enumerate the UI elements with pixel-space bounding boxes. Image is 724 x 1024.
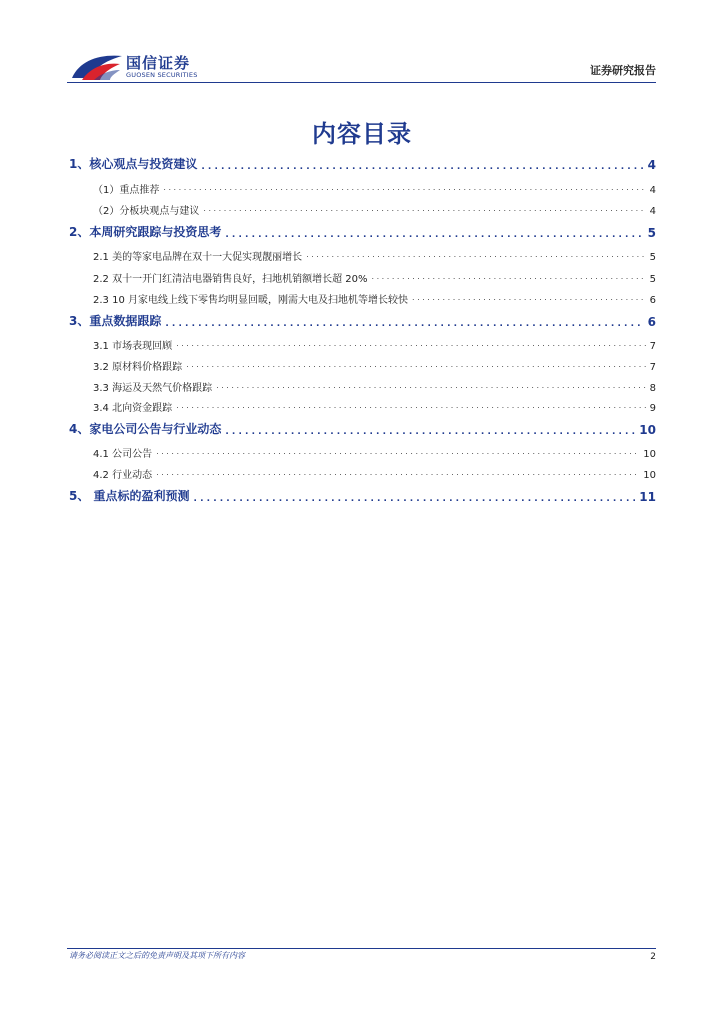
toc-entry[interactable] (69, 154, 656, 172)
toc-entry[interactable] (93, 396, 656, 414)
toc-entry-title: 5、 重点标的盈利预测 (69, 489, 190, 503)
toc-entry-page: 4 (649, 206, 656, 217)
toc-leader-dots (194, 490, 636, 502)
toc-entry[interactable] (69, 486, 656, 504)
toc-leader-dots (225, 226, 643, 238)
toc-leader-dots (201, 158, 643, 170)
toc-entry-title: 3.1 市场表现回顾 (93, 341, 173, 352)
toc-entry-page: 4 (647, 158, 656, 172)
toc-leader-dots (176, 400, 646, 412)
toc-entry-title: 4、家电公司公告与行业动态 (69, 422, 222, 436)
toc-entry-title: （2）分板块观点与建议 (93, 206, 200, 217)
toc-entry[interactable] (69, 222, 656, 240)
toc-entry-title: 1、核心观点与投资建议 (69, 157, 198, 171)
logo-en-text: GUOSEN SECURITIES (126, 71, 198, 79)
toc-entry[interactable] (93, 376, 656, 394)
footer-disclaimer: 请务必阅读正文之后的免责声明及其项下所有内容 (69, 951, 245, 960)
toc-entry[interactable] (93, 199, 656, 217)
toc-entry[interactable] (93, 355, 656, 373)
toc-leader-dots (156, 446, 639, 458)
logo-cn-text: 国信证券 (126, 54, 191, 72)
toc-entry-page: 5 (649, 252, 656, 263)
toc-entry-title: （1）重点推荐 (93, 185, 160, 196)
toc-entry[interactable] (93, 245, 656, 263)
toc-leader-dots (176, 338, 646, 350)
toc-entry[interactable] (93, 442, 656, 460)
toc-entry-page: 7 (649, 341, 656, 352)
toc-entry[interactable] (93, 288, 656, 306)
toc-entry-title: 4.2 行业动态 (93, 470, 153, 481)
toc-entry-title: 4.1 公司公告 (93, 449, 153, 460)
toc-entry[interactable] (93, 178, 656, 196)
toc-entry-page: 6 (647, 315, 656, 329)
toc-entry-title: 2.1 美的等家电品牌在双十一大促实现靓丽增长 (93, 252, 303, 263)
footer-divider (67, 948, 656, 949)
toc-entry-title: 2.2 双十一开门红清洁电器销售良好，扫地机销额增长超 20% (93, 274, 368, 285)
toc-entry-title: 2、本周研究跟踪与投资思考 (69, 225, 222, 239)
report-type-label: 证券研究报告 (590, 64, 656, 77)
toc-entry-page: 7 (649, 362, 656, 373)
toc-entry-page: 11 (639, 490, 656, 504)
toc-leader-dots (216, 380, 646, 392)
toc-entry-page: 10 (639, 423, 656, 437)
toc-entry[interactable] (93, 463, 656, 481)
toc-entry-title: 3.3 海运及天然气价格跟踪 (93, 383, 213, 394)
toc-entry-title: 3.2 原材料价格跟踪 (93, 362, 183, 373)
toc-leader-dots (372, 271, 646, 283)
toc-entry-title: 2.3 10 月家电线上线下零售均明显回暖，刚需大电及扫地机等增长较快 (93, 295, 408, 306)
toc-leader-dots (156, 467, 639, 479)
toc-entry-page: 8 (649, 383, 656, 394)
toc-leader-dots (412, 292, 646, 304)
toc-entry-page: 9 (649, 403, 656, 414)
guosen-logo-icon (70, 52, 124, 82)
company-logo (70, 50, 270, 84)
toc-leader-dots (186, 359, 646, 371)
page-number: 2 (650, 952, 656, 962)
header-divider (67, 82, 656, 83)
toc-leader-dots (203, 203, 645, 215)
toc-leader-dots (163, 182, 645, 194)
toc-entry-page: 10 (643, 470, 656, 481)
toc-entry-page: 5 (649, 274, 656, 285)
toc-leader-dots (306, 249, 646, 261)
toc-title: 内容目录 (312, 120, 412, 148)
toc-entry[interactable] (93, 267, 656, 285)
toc-entry[interactable] (69, 311, 656, 329)
toc-entry-title: 3、重点数据跟踪 (69, 314, 162, 328)
toc-entry-page: 6 (649, 295, 656, 306)
toc-leader-dots (165, 315, 643, 327)
toc-entry-page: 5 (647, 226, 656, 240)
toc-leader-dots (225, 423, 635, 435)
toc-entry-page: 4 (649, 185, 656, 196)
toc-entry-page: 10 (643, 449, 656, 460)
toc-entry[interactable] (93, 334, 656, 352)
toc-entry[interactable] (69, 419, 656, 437)
toc-entry-title: 3.4 北向资金跟踪 (93, 403, 173, 414)
page-header (70, 50, 656, 84)
